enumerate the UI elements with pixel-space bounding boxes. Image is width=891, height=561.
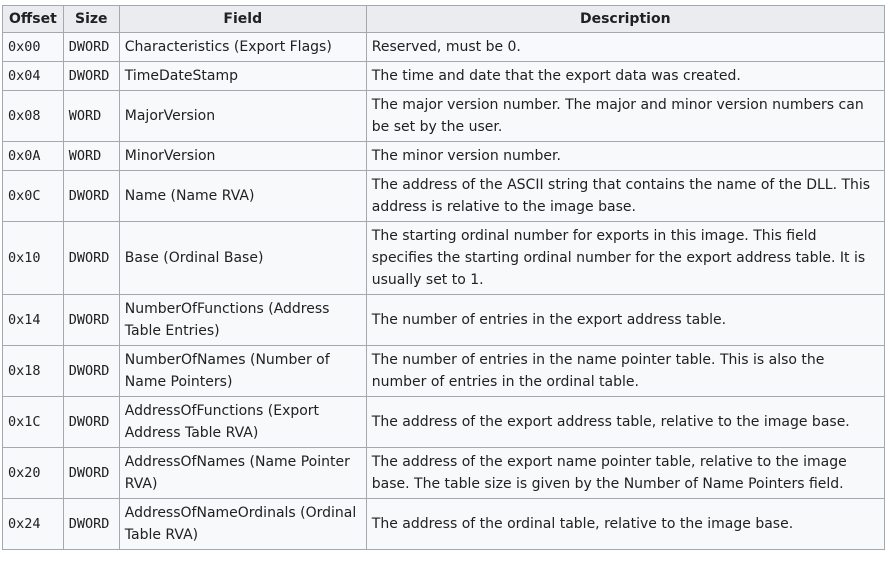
field-cell: AddressOfNameOrdinals (Ordinal Table RVA) bbox=[119, 499, 366, 550]
size-cell: DWORD bbox=[63, 346, 119, 397]
offset-cell: 0x0C bbox=[3, 171, 64, 222]
description-cell: The time and date that the export data was created. bbox=[366, 62, 884, 91]
description-cell: The address of the ordinal table, relative to the image base. bbox=[366, 499, 884, 550]
field-cell: MinorVersion bbox=[119, 142, 366, 171]
table-row bbox=[3, 346, 885, 397]
table-row bbox=[3, 295, 885, 346]
export-directory-table bbox=[2, 5, 885, 550]
field-cell: AddressOfNames (Name Pointer RVA) bbox=[119, 448, 366, 499]
size-cell: DWORD bbox=[63, 295, 119, 346]
description-cell: The number of entries in the name pointer table. This is also the number of entries in the ordinal table. bbox=[366, 346, 884, 397]
offset-cell: 0x14 bbox=[3, 295, 64, 346]
size-cell: DWORD bbox=[63, 499, 119, 550]
size-cell: DWORD bbox=[63, 171, 119, 222]
offset-cell: 0x18 bbox=[3, 346, 64, 397]
size-cell: WORD bbox=[63, 142, 119, 171]
table-row bbox=[3, 62, 885, 91]
field-cell: MajorVersion bbox=[119, 91, 366, 142]
offset-cell: 0x00 bbox=[3, 33, 64, 62]
export-directory-table-container bbox=[2, 5, 885, 550]
size-cell: WORD bbox=[63, 91, 119, 142]
description-cell: The address of the ASCII string that contains the name of the DLL. This address is relative to the image base. bbox=[366, 171, 884, 222]
table-row bbox=[3, 397, 885, 448]
table-row bbox=[3, 222, 885, 295]
description-cell: Reserved, must be 0. bbox=[366, 33, 884, 62]
table-row bbox=[3, 91, 885, 142]
field-cell: Characteristics (Export Flags) bbox=[119, 33, 366, 62]
offset-cell: 0x0A bbox=[3, 142, 64, 171]
field-cell: Base (Ordinal Base) bbox=[119, 222, 366, 295]
column-header-offset: Offset bbox=[3, 6, 64, 33]
description-cell: The number of entries in the export address table. bbox=[366, 295, 884, 346]
table-header-row bbox=[3, 6, 885, 33]
description-cell: The starting ordinal number for exports in this image. This field specifies the starting ordinal number for the export address table. It is usually set to 1. bbox=[366, 222, 884, 295]
table-body bbox=[3, 33, 885, 550]
description-cell: The major version number. The major and minor version numbers can be set by the user. bbox=[366, 91, 884, 142]
size-cell: DWORD bbox=[63, 33, 119, 62]
offset-cell: 0x20 bbox=[3, 448, 64, 499]
field-cell: Name (Name RVA) bbox=[119, 171, 366, 222]
description-cell: The minor version number. bbox=[366, 142, 884, 171]
size-cell: DWORD bbox=[63, 62, 119, 91]
table-row bbox=[3, 171, 885, 222]
offset-cell: 0x04 bbox=[3, 62, 64, 91]
size-cell: DWORD bbox=[63, 222, 119, 295]
field-cell: TimeDateStamp bbox=[119, 62, 366, 91]
size-cell: DWORD bbox=[63, 448, 119, 499]
table-row bbox=[3, 448, 885, 499]
field-cell: NumberOfNames (Number of Name Pointers) bbox=[119, 346, 366, 397]
offset-cell: 0x10 bbox=[3, 222, 64, 295]
offset-cell: 0x08 bbox=[3, 91, 64, 142]
field-cell: NumberOfFunctions (Address Table Entries) bbox=[119, 295, 366, 346]
description-cell: The address of the export name pointer table, relative to the image base. The table size is given by the Number of Name Pointers field. bbox=[366, 448, 884, 499]
offset-cell: 0x24 bbox=[3, 499, 64, 550]
column-header-description: Description bbox=[366, 6, 884, 33]
table-row bbox=[3, 142, 885, 171]
column-header-field: Field bbox=[119, 6, 366, 33]
table-row bbox=[3, 33, 885, 62]
field-cell: AddressOfFunctions (Export Address Table RVA) bbox=[119, 397, 366, 448]
table-row bbox=[3, 499, 885, 550]
column-header-size: Size bbox=[63, 6, 119, 33]
description-cell: The address of the export address table, relative to the image base. bbox=[366, 397, 884, 448]
size-cell: DWORD bbox=[63, 397, 119, 448]
offset-cell: 0x1C bbox=[3, 397, 64, 448]
